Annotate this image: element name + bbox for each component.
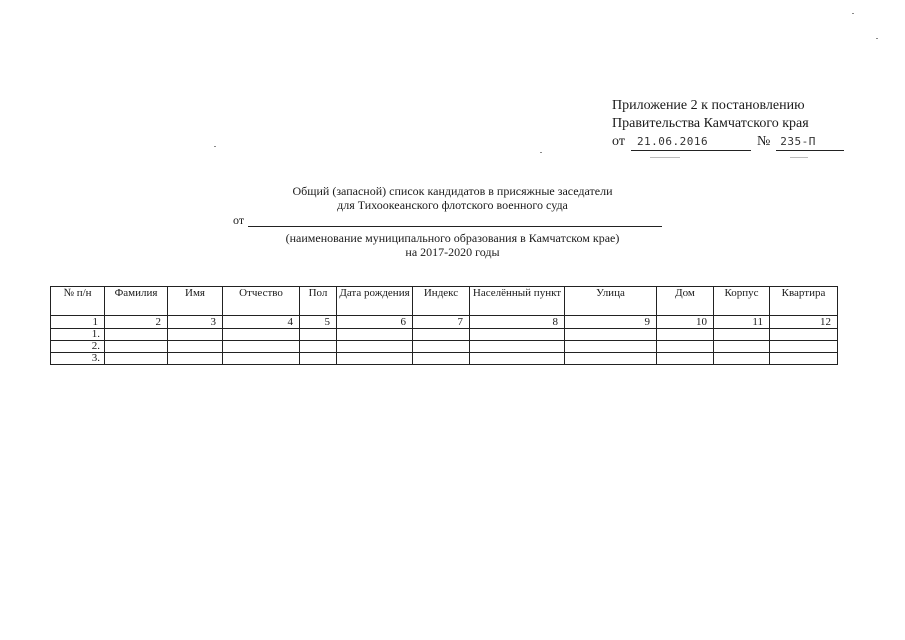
table-cell	[168, 329, 223, 341]
table-cell	[565, 353, 657, 365]
table-cell	[714, 353, 770, 365]
table-cell	[714, 329, 770, 341]
scan-speck	[790, 157, 808, 158]
row-number-cell: 2.	[51, 341, 105, 353]
header-cell: Индекс	[413, 287, 470, 316]
header-cell: Дата рождения	[337, 287, 413, 316]
header-cell: Имя	[168, 287, 223, 316]
table-cell	[565, 341, 657, 353]
table-cell	[223, 329, 300, 341]
header-cell: Корпус	[714, 287, 770, 316]
column-number-cell: 5	[300, 316, 337, 329]
appendix-authority: Правительства Камчатского края	[612, 116, 809, 131]
table-cell	[770, 341, 838, 353]
table-cell	[168, 353, 223, 365]
header-cell: Улица	[565, 287, 657, 316]
appendix-date-row	[612, 133, 844, 151]
table-cell	[413, 353, 470, 365]
table-header-row	[51, 287, 838, 316]
table-cell	[657, 353, 714, 365]
column-number-cell: 11	[714, 316, 770, 329]
table-cell	[470, 329, 565, 341]
header-cell: № п/н	[51, 287, 105, 316]
table-cell	[105, 341, 168, 353]
appendix-title: Приложение 2 к постановлению	[612, 98, 805, 113]
column-number-cell: 4	[223, 316, 300, 329]
header-cell: Пол	[300, 287, 337, 316]
column-number-cell: 12	[770, 316, 838, 329]
table-cell	[337, 341, 413, 353]
municipality-caption: (наименование муниципального образования в Камчатском крае)	[285, 231, 620, 245]
table-cell	[413, 341, 470, 353]
document-title: Общий (запасной) список кандидатов в присяжные заседатели	[292, 184, 613, 198]
municipality-blank	[248, 214, 662, 227]
appendix-date: 21.06.2016	[631, 134, 751, 151]
table-cell	[565, 329, 657, 341]
table-cell	[300, 341, 337, 353]
scan-speck	[650, 157, 680, 158]
column-number-cell: 7	[413, 316, 470, 329]
table-cell	[413, 329, 470, 341]
scan-speck	[540, 152, 542, 153]
column-number-cell: 9	[565, 316, 657, 329]
header-cell: Отчество	[223, 287, 300, 316]
table-cell	[105, 329, 168, 341]
row-number-cell: 1.	[51, 329, 105, 341]
table-cell	[657, 341, 714, 353]
scan-speck	[852, 13, 854, 14]
municipality-from-label: от	[233, 213, 245, 227]
table-cell	[223, 341, 300, 353]
table-cell	[714, 341, 770, 353]
table-cell	[470, 353, 565, 365]
column-number-cell: 2	[105, 316, 168, 329]
table-cell	[105, 353, 168, 365]
header-cell: Населённый пункт	[470, 287, 565, 316]
header-cell: Дом	[657, 287, 714, 316]
table-cell	[300, 329, 337, 341]
table-row	[51, 353, 838, 365]
municipality-line	[233, 213, 662, 227]
table-cell	[223, 353, 300, 365]
scan-speck	[214, 146, 216, 147]
table-cell	[470, 341, 565, 353]
table-cell	[337, 353, 413, 365]
table-cell	[168, 341, 223, 353]
appendix-number-label: №	[756, 134, 771, 149]
period-line: на 2017-2020 годы	[405, 245, 500, 259]
row-number-cell: 3.	[51, 353, 105, 365]
column-number-cell: 8	[470, 316, 565, 329]
table-cell	[657, 329, 714, 341]
appendix-block	[612, 97, 844, 151]
column-number-cell: 1	[51, 316, 105, 329]
table-cell	[770, 353, 838, 365]
header-cell: Фамилия	[105, 287, 168, 316]
table-cell	[300, 353, 337, 365]
table-cell	[337, 329, 413, 341]
column-number-cell: 3	[168, 316, 223, 329]
column-number-cell: 10	[657, 316, 714, 329]
column-number-row	[51, 316, 838, 329]
table-row	[51, 329, 838, 341]
header-cell: Квартира	[770, 287, 838, 316]
appendix-from-label: от	[612, 134, 625, 149]
column-number-cell: 6	[337, 316, 413, 329]
table-cell	[770, 329, 838, 341]
appendix-number: 235-П	[776, 134, 844, 151]
scan-speck	[876, 38, 878, 39]
table-row	[51, 341, 838, 353]
candidates-table	[50, 286, 838, 365]
document-subtitle: для Тихоокеанского флотского военного суда	[337, 198, 568, 212]
